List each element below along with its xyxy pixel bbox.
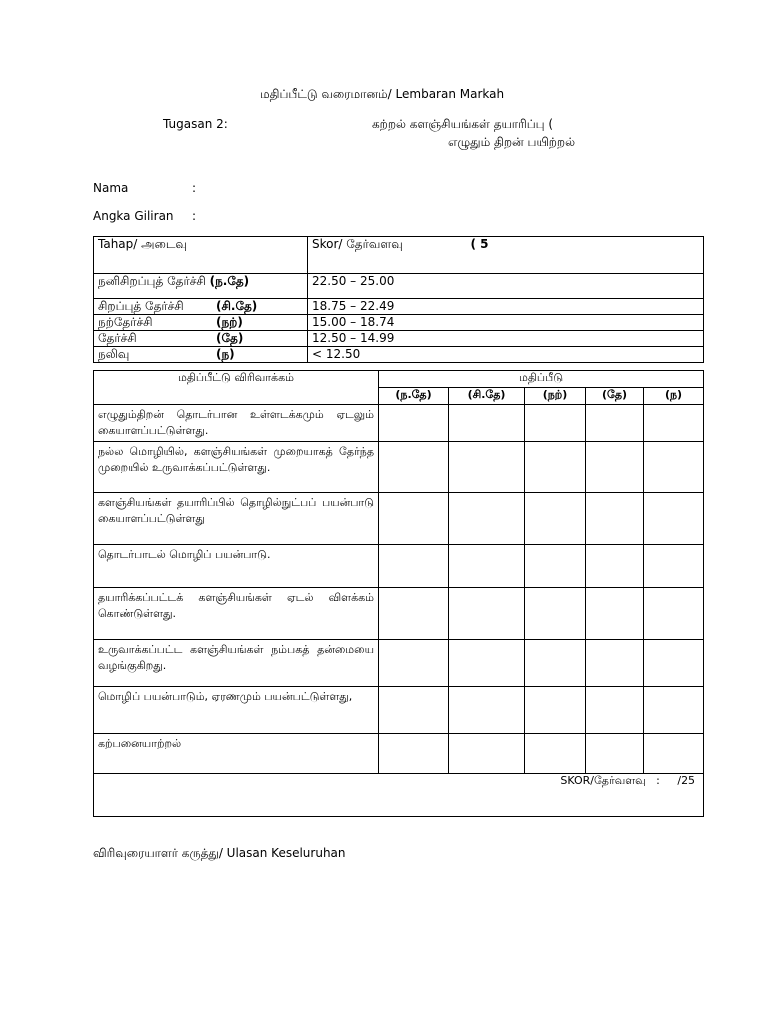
score-cell[interactable] — [525, 545, 586, 588]
criterion-text: உருவாக்கப்பட்ட களஞ்சியங்கள் நம்பகத் தன்மையை வழங்குகிறது. — [94, 640, 379, 687]
task-label: Tugasan 2: — [163, 117, 228, 131]
score-cell[interactable] — [644, 687, 704, 734]
page-title: மதிப்பீட்டு வரைமானம்/ Lembaran Markah — [260, 87, 505, 101]
score-cell[interactable] — [644, 442, 704, 493]
level-name: தேர்ச்சி (தே) — [94, 331, 308, 347]
score-column-header: (சி.தே) — [449, 388, 525, 405]
level-row — [94, 274, 704, 299]
score-cell[interactable] — [449, 442, 525, 493]
score-cell[interactable] — [379, 687, 449, 734]
score-cell[interactable] — [379, 493, 449, 545]
overall-comment-label: விரிவுரையாளர் கருத்து/ Ulasan Keseluruhan — [93, 846, 346, 860]
score-cell[interactable] — [586, 405, 644, 442]
score-cell[interactable] — [379, 588, 449, 640]
score-cell[interactable] — [449, 734, 525, 774]
level-range: < 12.50 — [308, 347, 704, 363]
score-cell[interactable] — [449, 588, 525, 640]
score-cell[interactable] — [525, 405, 586, 442]
level-name: நற்தேர்ச்சி (நற்) — [94, 315, 308, 331]
criterion-row — [94, 687, 704, 734]
score-cell[interactable] — [379, 545, 449, 588]
score-column-header: (தே) — [586, 388, 644, 405]
score-column-header: (ந) — [644, 388, 704, 405]
criterion-text: கற்பனையாற்றல் — [94, 734, 379, 774]
name-label: Nama — [93, 181, 129, 195]
score-cell[interactable] — [449, 545, 525, 588]
level-name: நனிசிறப்புத் தேர்ச்சி (ந.தே) — [94, 274, 308, 299]
score-cell[interactable] — [586, 442, 644, 493]
rubric-table — [93, 370, 704, 817]
level-range: 15.00 – 18.74 — [308, 315, 704, 331]
level-table-header-row — [94, 237, 704, 274]
score-cell[interactable] — [525, 493, 586, 545]
criterion-text: தயாரிக்கப்பட்டக் களஞ்சியங்கள் ஏடல் விளக்கம் கொண்டுள்ளது. — [94, 588, 379, 640]
score-cell[interactable] — [525, 734, 586, 774]
score-cell[interactable] — [379, 640, 449, 687]
criterion-row — [94, 442, 704, 493]
level-row — [94, 347, 704, 363]
score-cell[interactable] — [644, 545, 704, 588]
name-colon: : — [192, 181, 197, 195]
rubric-header-row — [94, 371, 704, 388]
score-cell[interactable] — [644, 640, 704, 687]
criterion-row — [94, 545, 704, 588]
total-score-row — [94, 774, 704, 817]
score-cell[interactable] — [449, 640, 525, 687]
score-column-header: (ந.தே) — [379, 388, 449, 405]
score-cell[interactable] — [449, 405, 525, 442]
score-cell[interactable] — [525, 687, 586, 734]
task-title-line1: கற்றல் களஞ்சியங்கள் தயாரிப்பு ( — [372, 117, 554, 131]
level-header: Tahap/ அடைவு — [94, 237, 308, 274]
criterion-text: தொடர்பாடல் மொழிப் பயன்பாடு. — [94, 545, 379, 588]
criterion-text: நல்ல மொழியில், களஞ்சியங்கள் முறையாகத் தேர்ந்த முறையில் உருவாக்கப்பட்டுள்ளது. — [94, 442, 379, 493]
criterion-row — [94, 493, 704, 545]
criterion-row — [94, 734, 704, 774]
score-cell[interactable] — [379, 734, 449, 774]
score-cell[interactable] — [644, 588, 704, 640]
level-score-table — [93, 236, 704, 363]
criterion-row — [94, 588, 704, 640]
criterion-text: எழுதும்திறன் தொடர்பான உள்ளடக்கமும் ஏடலும் கையாளப்பட்டுள்ளது. — [94, 405, 379, 442]
criteria-header: மதிப்பீட்டு விரிவாக்கம் — [94, 371, 379, 405]
score-cell[interactable] — [449, 687, 525, 734]
index-number-colon: : — [192, 209, 197, 223]
level-range: 18.75 – 22.49 — [308, 299, 704, 315]
score-cell[interactable] — [586, 545, 644, 588]
score-header: Skor/ தேர்வளவு ( 5 — [308, 237, 704, 274]
score-cell[interactable] — [644, 493, 704, 545]
level-name: நலிவு (ந) — [94, 347, 308, 363]
score-cell[interactable] — [449, 493, 525, 545]
score-cell[interactable] — [379, 405, 449, 442]
score-column-header: (நற்) — [525, 388, 586, 405]
score-cell[interactable] — [525, 442, 586, 493]
score-cell[interactable] — [379, 442, 449, 493]
score-cell[interactable] — [586, 493, 644, 545]
criterion-row — [94, 405, 704, 442]
score-cell[interactable] — [586, 640, 644, 687]
level-row — [94, 331, 704, 347]
criterion-text: மொழிப் பயன்பாடும், ஏரணமும் பயன்பட்டுள்ளது, — [94, 687, 379, 734]
criterion-row — [94, 640, 704, 687]
score-cell[interactable] — [586, 687, 644, 734]
score-cell[interactable] — [586, 588, 644, 640]
task-title-line2: எழுதும் திறன் பயிற்றல் — [448, 135, 576, 149]
level-name: சிறப்புத் தேர்ச்சி (சி.தே) — [94, 299, 308, 315]
score-group-header: மதிப்பீடு — [379, 371, 704, 388]
score-cell[interactable] — [644, 405, 704, 442]
score-cell[interactable] — [644, 734, 704, 774]
level-range: 12.50 – 14.99 — [308, 331, 704, 347]
score-cell[interactable] — [586, 734, 644, 774]
level-range: 22.50 – 25.00 — [308, 274, 704, 299]
level-row — [94, 315, 704, 331]
level-row — [94, 299, 704, 315]
score-cell[interactable] — [525, 640, 586, 687]
score-cell[interactable] — [525, 588, 586, 640]
index-number-label: Angka Giliran — [93, 209, 174, 223]
criterion-text: களஞ்சியங்கள் தயாரிப்பில் தொழில்நுட்பப் பயன்பாடு கையாளப்பட்டுள்ளது — [94, 493, 379, 545]
total-score-label: SKOR/தேர்வளவு : /25 — [94, 774, 704, 817]
